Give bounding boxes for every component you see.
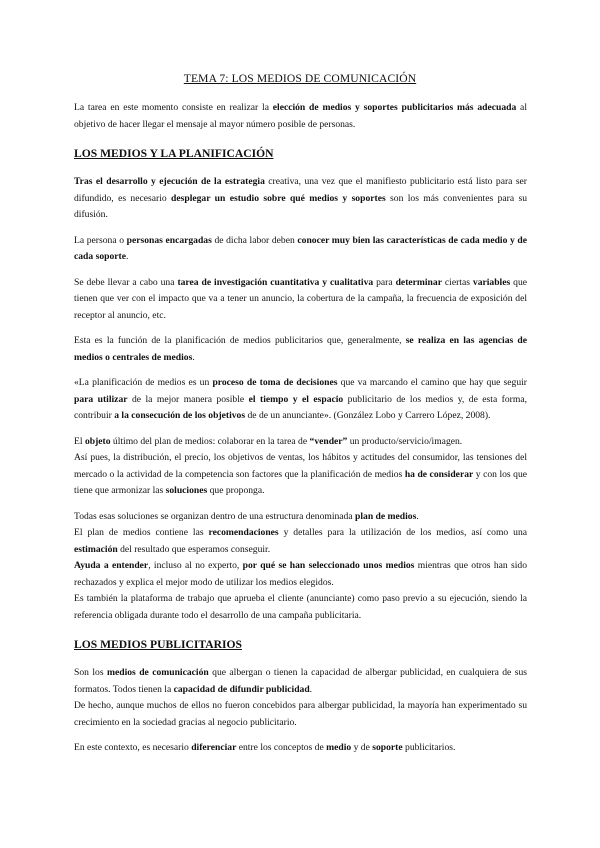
document-title: TEMA 7: LOS MEDIOS DE COMUNICACIÓN	[183, 72, 417, 85]
paragraph-quote-planificacion: «La planificación de medios es un proceso de toma de decisiones que va marcando el camino que hay que seguir para utilizar de la mejor manera posible el tiempo y el espacio publicitario de los medios y, de esta forma, contribuir a la consecución de los objetivos de de un anunciante». (González Lobo y Carrero López, 2008).	[74, 377, 528, 421]
paragraph-plan-de-medios: Todas esas soluciones se organizan dentro de una estructura denominada plan de medios. El plan de medios contiene las recomendaciones y detalles para la utilización de los medios, así como una estimación del resultado que esperamos conseguir. Ayuda a entender, incluso al no experto, por qué se han seleccionado unos medios mientras que otros han sido rechazados y explica el mejor modo de utilizar los medios elegidos. Es también la plataforma de trabajo que aprueba el cliente (anunciante) como paso previo a su ejecución, siendo la referencia obligada durante todo el desarrollo de una campaña publicitaria.	[74, 510, 528, 621]
document-body	[74, 100, 527, 757]
section-heading-medios-publicitarios: LOS MEDIOS PUBLICITARIOS	[74, 638, 242, 651]
paragraph-estrategia: Tras el desarrollo y ejecución de la estrategia creativa, una vez que el manifiesto publicitario está listo para ser difundido, es necesario desplegar un estudio sobre qué medios y soportes son los más convenientes para su difusión.	[74, 176, 528, 220]
paragraph-medios-comunicacion: Son los medios de comunicación que albergan o tienen la capacidad de albergar publicidad, en cualquiera de sus formatos. Todos tienen la capacidad de difundir publicidad. De hecho, aunque muchos de ellos no fueron concebidos para albergar publicidad, la mayoría han experimentado su crecimiento en la sociedad gracias al negocio publicitario.	[74, 667, 527, 728]
intro-paragraph: La tarea en este momento consiste en realizar la elección de medios y soportes publicitarios más adecuada al objetivo de hacer llegar el mensaje al mayor número posible de personas.	[74, 102, 527, 130]
section-heading-planificacion: LOS MEDIOS Y LA PLANIFICACIÓN	[74, 147, 274, 160]
paragraph-investigacion: Se debe llevar a cabo una tarea de investigación cuantitativa y cualitativa para determinar ciertas variables que tienen que ver con el impacto que va a tener un anuncio, la cobertura de la campaña, la frecuencia de exposición del receptor al anuncio, etc.	[74, 276, 527, 321]
paragraph-personas-encargadas: La persona o personas encargadas de dicha labor deben conocer muy bien las características de cada medio y de cada soporte.	[74, 234, 527, 262]
paragraph-objeto-plan: El objeto último del plan de medios: colaborar en la tarea de “vender” un producto/servicio/imagen. Así pues, la distribución, el precio, los objetivos de ventas, los hábitos y actitudes del consumidor, las tensiones del mercado o la actividad de la competencia son factores que la planificación de medios ha de considerar y con los que tiene que armonizar las soluciones que proponga.	[74, 435, 527, 496]
paragraph-agencias: Esta es la función de la planificación de medios publicitarios que, generalmente, se realiza en las agencias de medios o centrales de medios.	[74, 335, 527, 363]
paragraph-medio-soporte: En este contexto, es necesario diferenciar entre los conceptos de medio y de soporte publicitarios.	[74, 742, 456, 753]
